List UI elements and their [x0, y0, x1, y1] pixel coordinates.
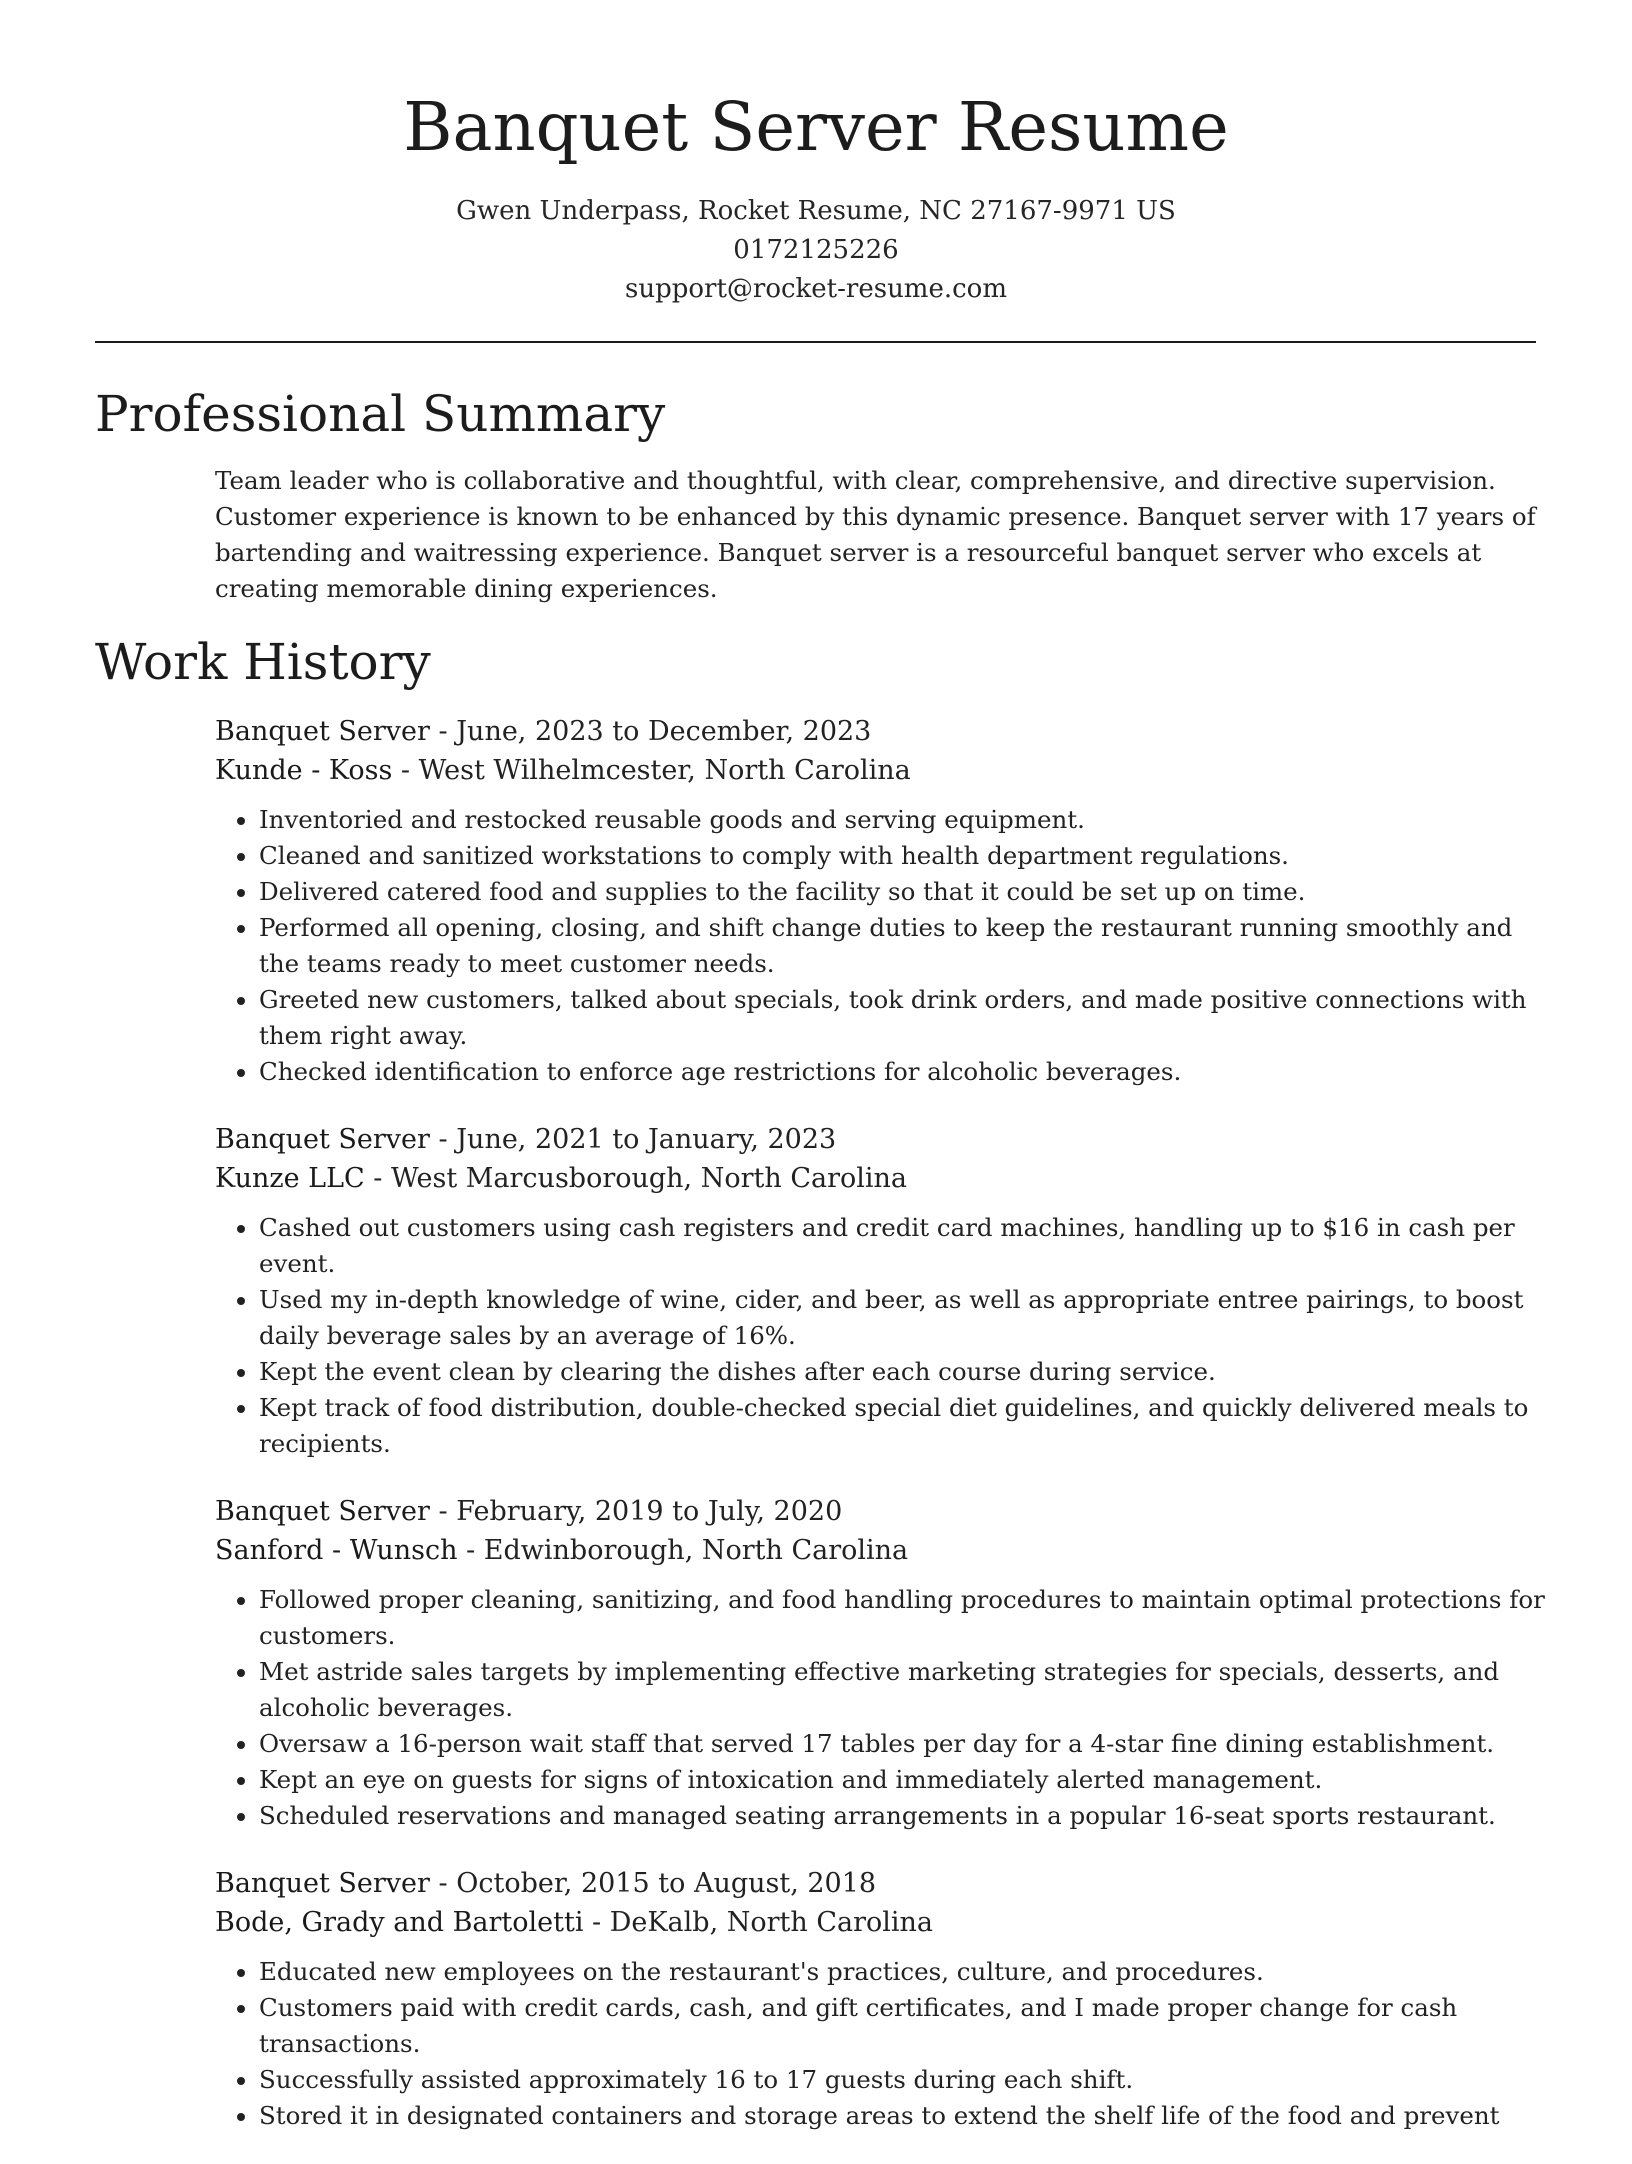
job-company-line [215, 1903, 1545, 1942]
job-location: - Edwinborough, North Carolina [457, 1535, 909, 1566]
job-duty-item: • Cleaned and sanitized workstations to comply with health department regulations. [259, 838, 1545, 874]
job-duty-item: • Kept the event clean by clearing the dishes after each course during service. [259, 1354, 1545, 1390]
job-role: Banquet Server [215, 1124, 430, 1155]
summary-text: Team leader who is collaborative and thoughtful, with clear, comprehensive, and directive supervision. Customer experience is known to be enhanced by this dynamic presence. Banquet server with 17 years of bartending and waitressing experience. Banquet server is a resourceful banquet server who excels at creating memorable dining experiences. [215, 466, 1536, 603]
job-duties-list [215, 1582, 1545, 1834]
job-duty-item: • Delivered catered food and supplies to the facility so that it could be set up on time. [259, 874, 1545, 910]
resume-header [0, 0, 1632, 309]
job-title-line [215, 1120, 1545, 1159]
job-dates: - October, 2015 to August, 2018 [429, 1868, 877, 1899]
job-company-line [215, 1159, 1545, 1198]
job-duty-item: • Used my in-depth knowledge of wine, cider, and beer, as well as appropriate entree pairings, to boost daily beverage sales by an average of 16%. [259, 1282, 1545, 1354]
job-company: Kunde - Koss [215, 755, 393, 786]
job-duty-item: • Oversaw a 16-person wait staff that served 17 tables per day for a 4-star fine dining establishment. [259, 1726, 1545, 1762]
job-company: Sanford - Wunsch [215, 1535, 458, 1566]
work-history-list [215, 712, 1545, 2164]
job-duty-item: • Greeted new customers, talked about specials, took drink orders, and made positive connections with them right away. [259, 982, 1545, 1054]
job-duty-item: • Scheduled reservations and managed seating arrangements in a popular 16-seat sports restaurant. [259, 1798, 1545, 1834]
job-duty-item: • Stored it in designated containers and storage areas to extend the shelf life of the food and prevent [259, 2098, 1545, 2134]
job-duties-list [215, 1954, 1545, 2134]
resume-title: Banquet Server Resume [403, 88, 1229, 166]
header-divider [95, 341, 1536, 343]
job-duty-item: • Successfully assisted approximately 16 to 17 guests during each shift. [259, 2062, 1545, 2098]
job-entry [215, 712, 1545, 1090]
job-duty-item: • Inventoried and restocked reusable goods and serving equipment. [259, 802, 1545, 838]
job-role: Banquet Server [215, 1496, 430, 1527]
job-duty-item: • Performed all opening, closing, and shift change duties to keep the restaurant running smoothly and the teams ready to meet customer needs. [259, 910, 1545, 982]
job-dates: - June, 2021 to January, 2023 [429, 1124, 837, 1155]
job-location: - DeKalb, North Carolina [583, 1907, 934, 1938]
job-company-line [215, 751, 1545, 790]
job-duties-list [215, 802, 1545, 1090]
job-location: - West Wilhelmcester, North Carolina [392, 755, 911, 786]
job-duty-item: • Met astride sales targets by implementing effective marketing strategies for specials, desserts, and alcoholic beverages. [259, 1654, 1545, 1726]
summary-heading: Professional Summary [95, 385, 666, 443]
job-company-line [215, 1531, 1545, 1570]
contact-phone: 0172125226 [733, 235, 899, 265]
contact-address: Gwen Underpass, Rocket Resume, NC 27167-9971 US [456, 196, 1176, 226]
job-duty-item: • Educated new employees on the restaurant's practices, culture, and procedures. [259, 1954, 1545, 1990]
job-entry [215, 1864, 1545, 2134]
contact-block [0, 192, 1632, 309]
job-title-line [215, 712, 1545, 751]
job-duties-list [215, 1210, 1545, 1462]
job-duty-item: • Customers paid with credit cards, cash, and gift certificates, and I made proper change for cash transactions. [259, 1990, 1545, 2062]
work-history-heading: Work History [95, 633, 431, 691]
job-duty-item: • Cashed out customers using cash registers and credit card machines, handling up to $16 in cash per event. [259, 1210, 1545, 1282]
job-role: Banquet Server [215, 716, 430, 747]
job-dates: - June, 2023 to December, 2023 [429, 716, 872, 747]
job-role: Banquet Server [215, 1868, 430, 1899]
job-entry [215, 1120, 1545, 1462]
job-entry [215, 1492, 1545, 1834]
job-duty-item: • Followed proper cleaning, sanitizing, and food handling procedures to maintain optimal protections for customers. [259, 1582, 1545, 1654]
job-duty-item: • Checked identification to enforce age restrictions for alcoholic beverages. [259, 1054, 1545, 1090]
job-location: - West Marcusborough, North Carolina [364, 1163, 908, 1194]
job-title-line [215, 1492, 1545, 1531]
job-dates: - February, 2019 to July, 2020 [429, 1496, 843, 1527]
job-company: Bode, Grady and Bartoletti [215, 1907, 584, 1938]
job-duty-item: • Kept an eye on guests for signs of intoxication and immediately alerted management. [259, 1762, 1545, 1798]
job-company: Kunze LLC [215, 1163, 365, 1194]
job-title-line [215, 1864, 1545, 1903]
job-duty-item: • Kept track of food distribution, double-checked special diet guidelines, and quickly delivered meals to recipients. [259, 1390, 1545, 1462]
contact-email: support@rocket-resume.com [624, 274, 1007, 304]
